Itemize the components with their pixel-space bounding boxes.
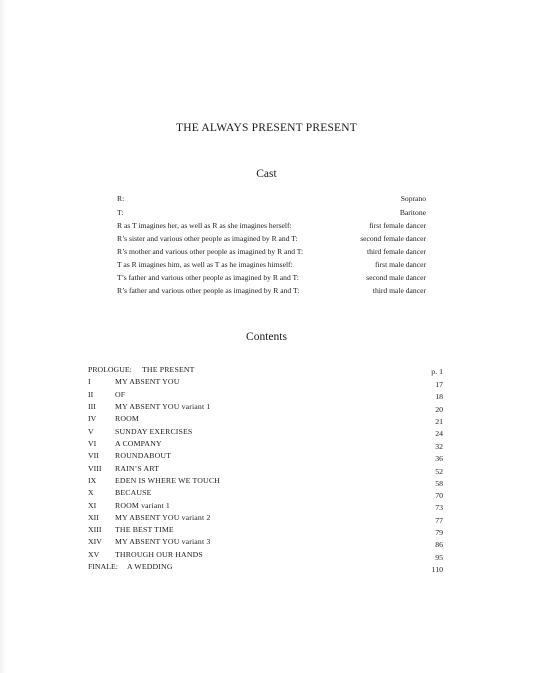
contents-number: XII <box>88 513 99 522</box>
contents-title: THROUGH OUR HANDS <box>115 550 203 559</box>
contents-number: X <box>88 488 94 497</box>
contents-heading: Contents <box>246 331 287 343</box>
contents-title: MY ABSENT YOU variant 3 <box>115 537 211 546</box>
contents-number: I <box>88 377 91 386</box>
contents-page: 17 <box>435 380 443 389</box>
contents-title: ROOM variant 1 <box>115 501 170 510</box>
cast-performer: first female dancer <box>369 221 426 230</box>
contents-page: 110 <box>431 565 443 574</box>
contents-number: XV <box>88 550 100 559</box>
contents-number: XIII <box>88 525 102 534</box>
contents-page: 70 <box>435 491 443 500</box>
contents-page: 95 <box>435 553 443 562</box>
contents-title: SUNDAY EXERCISES <box>115 427 193 436</box>
contents-number: VIII <box>88 464 102 473</box>
cast-role: T’s father and various other people as imagined by R and T: <box>117 273 299 282</box>
cast-role: T as R imagines him, as well as T as he imagines himself: <box>117 260 293 269</box>
contents-number: III <box>88 402 96 411</box>
contents-number: FINALE: <box>88 562 118 571</box>
contents-number: IX <box>88 476 97 485</box>
contents-page: 79 <box>435 528 443 537</box>
contents-number: XI <box>88 501 97 510</box>
contents-number: VI <box>88 439 97 448</box>
contents-number: VII <box>88 451 99 460</box>
contents-page: 20 <box>435 405 443 414</box>
cast-role: R’s sister and various other people as imagined by R and T: <box>117 234 298 243</box>
contents-title: A COMPANY <box>115 439 162 448</box>
contents-title: BECAUSE <box>115 488 152 497</box>
contents-page: 18 <box>435 392 443 401</box>
cast-role: R as T imagines her, as well as R as she imagines herself: <box>117 221 292 230</box>
contents-title: MY ABSENT YOU variant 2 <box>115 513 211 522</box>
cast-performer: third male dancer <box>372 286 426 295</box>
contents-page: p. 1 <box>431 367 443 376</box>
cast-role: T: <box>117 208 124 217</box>
contents-number: IV <box>88 414 97 423</box>
cast-role: R’s father and various other people as imagined by R and T: <box>117 286 300 295</box>
cast-performer: second female dancer <box>360 234 426 243</box>
contents-title: EDEN IS WHERE WE TOUCH <box>115 476 220 485</box>
contents-page: 73 <box>435 503 443 512</box>
contents-number: XIV <box>88 537 102 546</box>
contents-page: 32 <box>435 442 443 451</box>
contents-page: 36 <box>435 454 443 463</box>
cast-heading: Cast <box>256 168 277 180</box>
contents-title: OF <box>115 390 126 399</box>
cast-role: R’s mother and various other people as imagined by R and T: <box>117 247 304 256</box>
contents-number: PROLOGUE: <box>88 365 132 374</box>
contents-page: 77 <box>435 516 443 525</box>
contents-title: THE PRESENT <box>142 365 195 374</box>
cast-performer: Baritone <box>399 208 426 217</box>
contents-title: ROOM <box>115 414 139 423</box>
contents-title: A WEDDING <box>127 562 173 571</box>
contents-page: 24 <box>435 429 443 438</box>
contents-title: ROUNDABOUT <box>115 451 172 460</box>
contents-page: 21 <box>435 417 443 426</box>
contents-number: V <box>88 427 94 436</box>
cast-performer: Soprano <box>400 194 426 203</box>
contents-page: 58 <box>435 479 443 488</box>
contents-page: 86 <box>435 540 443 549</box>
cast-performer: third female dancer <box>366 247 426 256</box>
contents-title: MY ABSENT YOU <box>115 377 180 386</box>
document-title: THE ALWAYS PRESENT PRESENT <box>175 122 358 134</box>
cast-role: R: <box>117 194 125 203</box>
contents-page: 52 <box>435 467 443 476</box>
cast-performer: first male dancer <box>374 260 426 269</box>
contents-number: II <box>88 390 94 399</box>
contents-title: THE BEST TIME <box>115 525 174 534</box>
contents-title: RAIN’S ART <box>115 464 160 473</box>
contents-title: MY ABSENT YOU variant 1 <box>115 402 211 411</box>
cast-performer: second male dancer <box>366 273 426 282</box>
